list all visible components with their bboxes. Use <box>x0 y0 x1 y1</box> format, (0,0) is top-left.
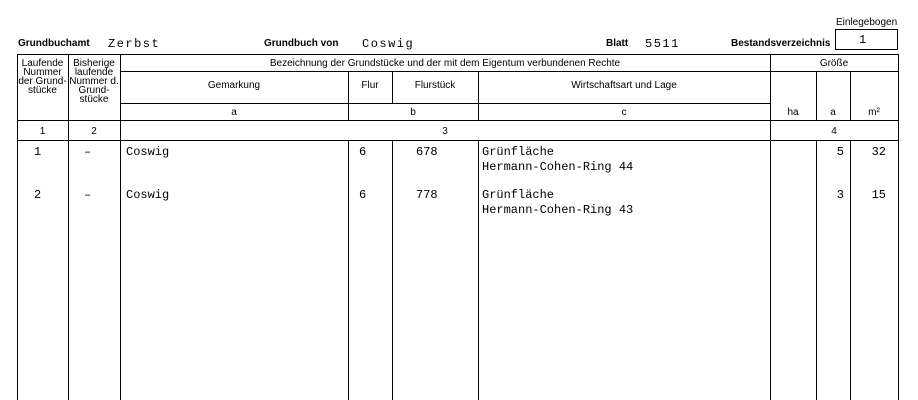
row-lfd-nr: 1 <box>34 145 42 159</box>
col-bezeichnung-header: Bezeichnung der Grundstücke und der mit dem Eigentum verbundenen Rechte <box>269 58 621 69</box>
blatt-label: Blatt <box>606 38 629 49</box>
col-gemarkung-header: Gemarkung <box>207 80 261 91</box>
col-number-2: 2 <box>91 126 97 137</box>
row-lage: Hermann-Cohen-Ring 43 <box>482 203 634 217</box>
row-a: 5 <box>836 145 844 159</box>
row-flur: 6 <box>359 188 367 202</box>
row-m2: 15 <box>871 188 886 202</box>
grundbuchamt-label: Grundbuchamt <box>18 38 90 49</box>
grundbuch-von-label: Grundbuch von <box>264 38 339 49</box>
row-wirtschaftsart: Grünfläche <box>482 188 555 202</box>
col-m2-header: m² <box>868 107 880 118</box>
row-gemarkung: Coswig <box>126 145 170 159</box>
sub-c-label: c <box>621 107 627 118</box>
row-lage: Hermann-Cohen-Ring 44 <box>482 160 634 174</box>
row-bisherige: – <box>84 188 92 202</box>
grundbuchamt-value: Zerbst <box>108 37 161 51</box>
col-number-4: 4 <box>831 126 837 137</box>
row-flurstueck: 678 <box>416 145 438 159</box>
row-m2: 32 <box>871 145 886 159</box>
col-a-header: a <box>830 107 836 118</box>
einlegebogen-label: Einlegebogen <box>836 17 898 28</box>
blatt-value: 5511 <box>645 37 680 51</box>
grundbuch-von-value: Coswig <box>362 37 415 51</box>
row-wirtschaftsart: Grünfläche <box>482 145 555 159</box>
row-flur: 6 <box>359 145 367 159</box>
row-gemarkung: Coswig <box>126 188 170 202</box>
row-flurstueck: 778 <box>416 188 438 202</box>
bestandsverzeichnis-box <box>835 29 898 50</box>
col-flurstueck-header: Flurstück <box>414 80 456 91</box>
col-bisherige-nummer-header: Bisherige laufende Nummer d. Grund-stücke <box>69 58 119 105</box>
bestandsverzeichnis-label: Bestandsverzeichnis <box>731 38 831 49</box>
row-bisherige: – <box>84 145 92 159</box>
col-flur-header: Flur <box>361 80 379 91</box>
row-lfd-nr: 2 <box>34 188 42 202</box>
sub-a-label: a <box>231 107 237 118</box>
col-laufende-nummer-header: Laufende Nummer der Grund-stücke <box>18 58 67 96</box>
sub-b-label: b <box>410 107 416 118</box>
col-wirtschaftsart-header: Wirtschaftsart und Lage <box>571 80 677 91</box>
col-groesse-header: Größe <box>819 58 849 69</box>
col-number-1: 1 <box>39 126 46 137</box>
col-ha-header: ha <box>787 107 799 118</box>
bestandsverzeichnis-value: 1 <box>859 33 867 47</box>
col-number-3: 3 <box>442 126 448 137</box>
row-a: 3 <box>836 188 844 202</box>
